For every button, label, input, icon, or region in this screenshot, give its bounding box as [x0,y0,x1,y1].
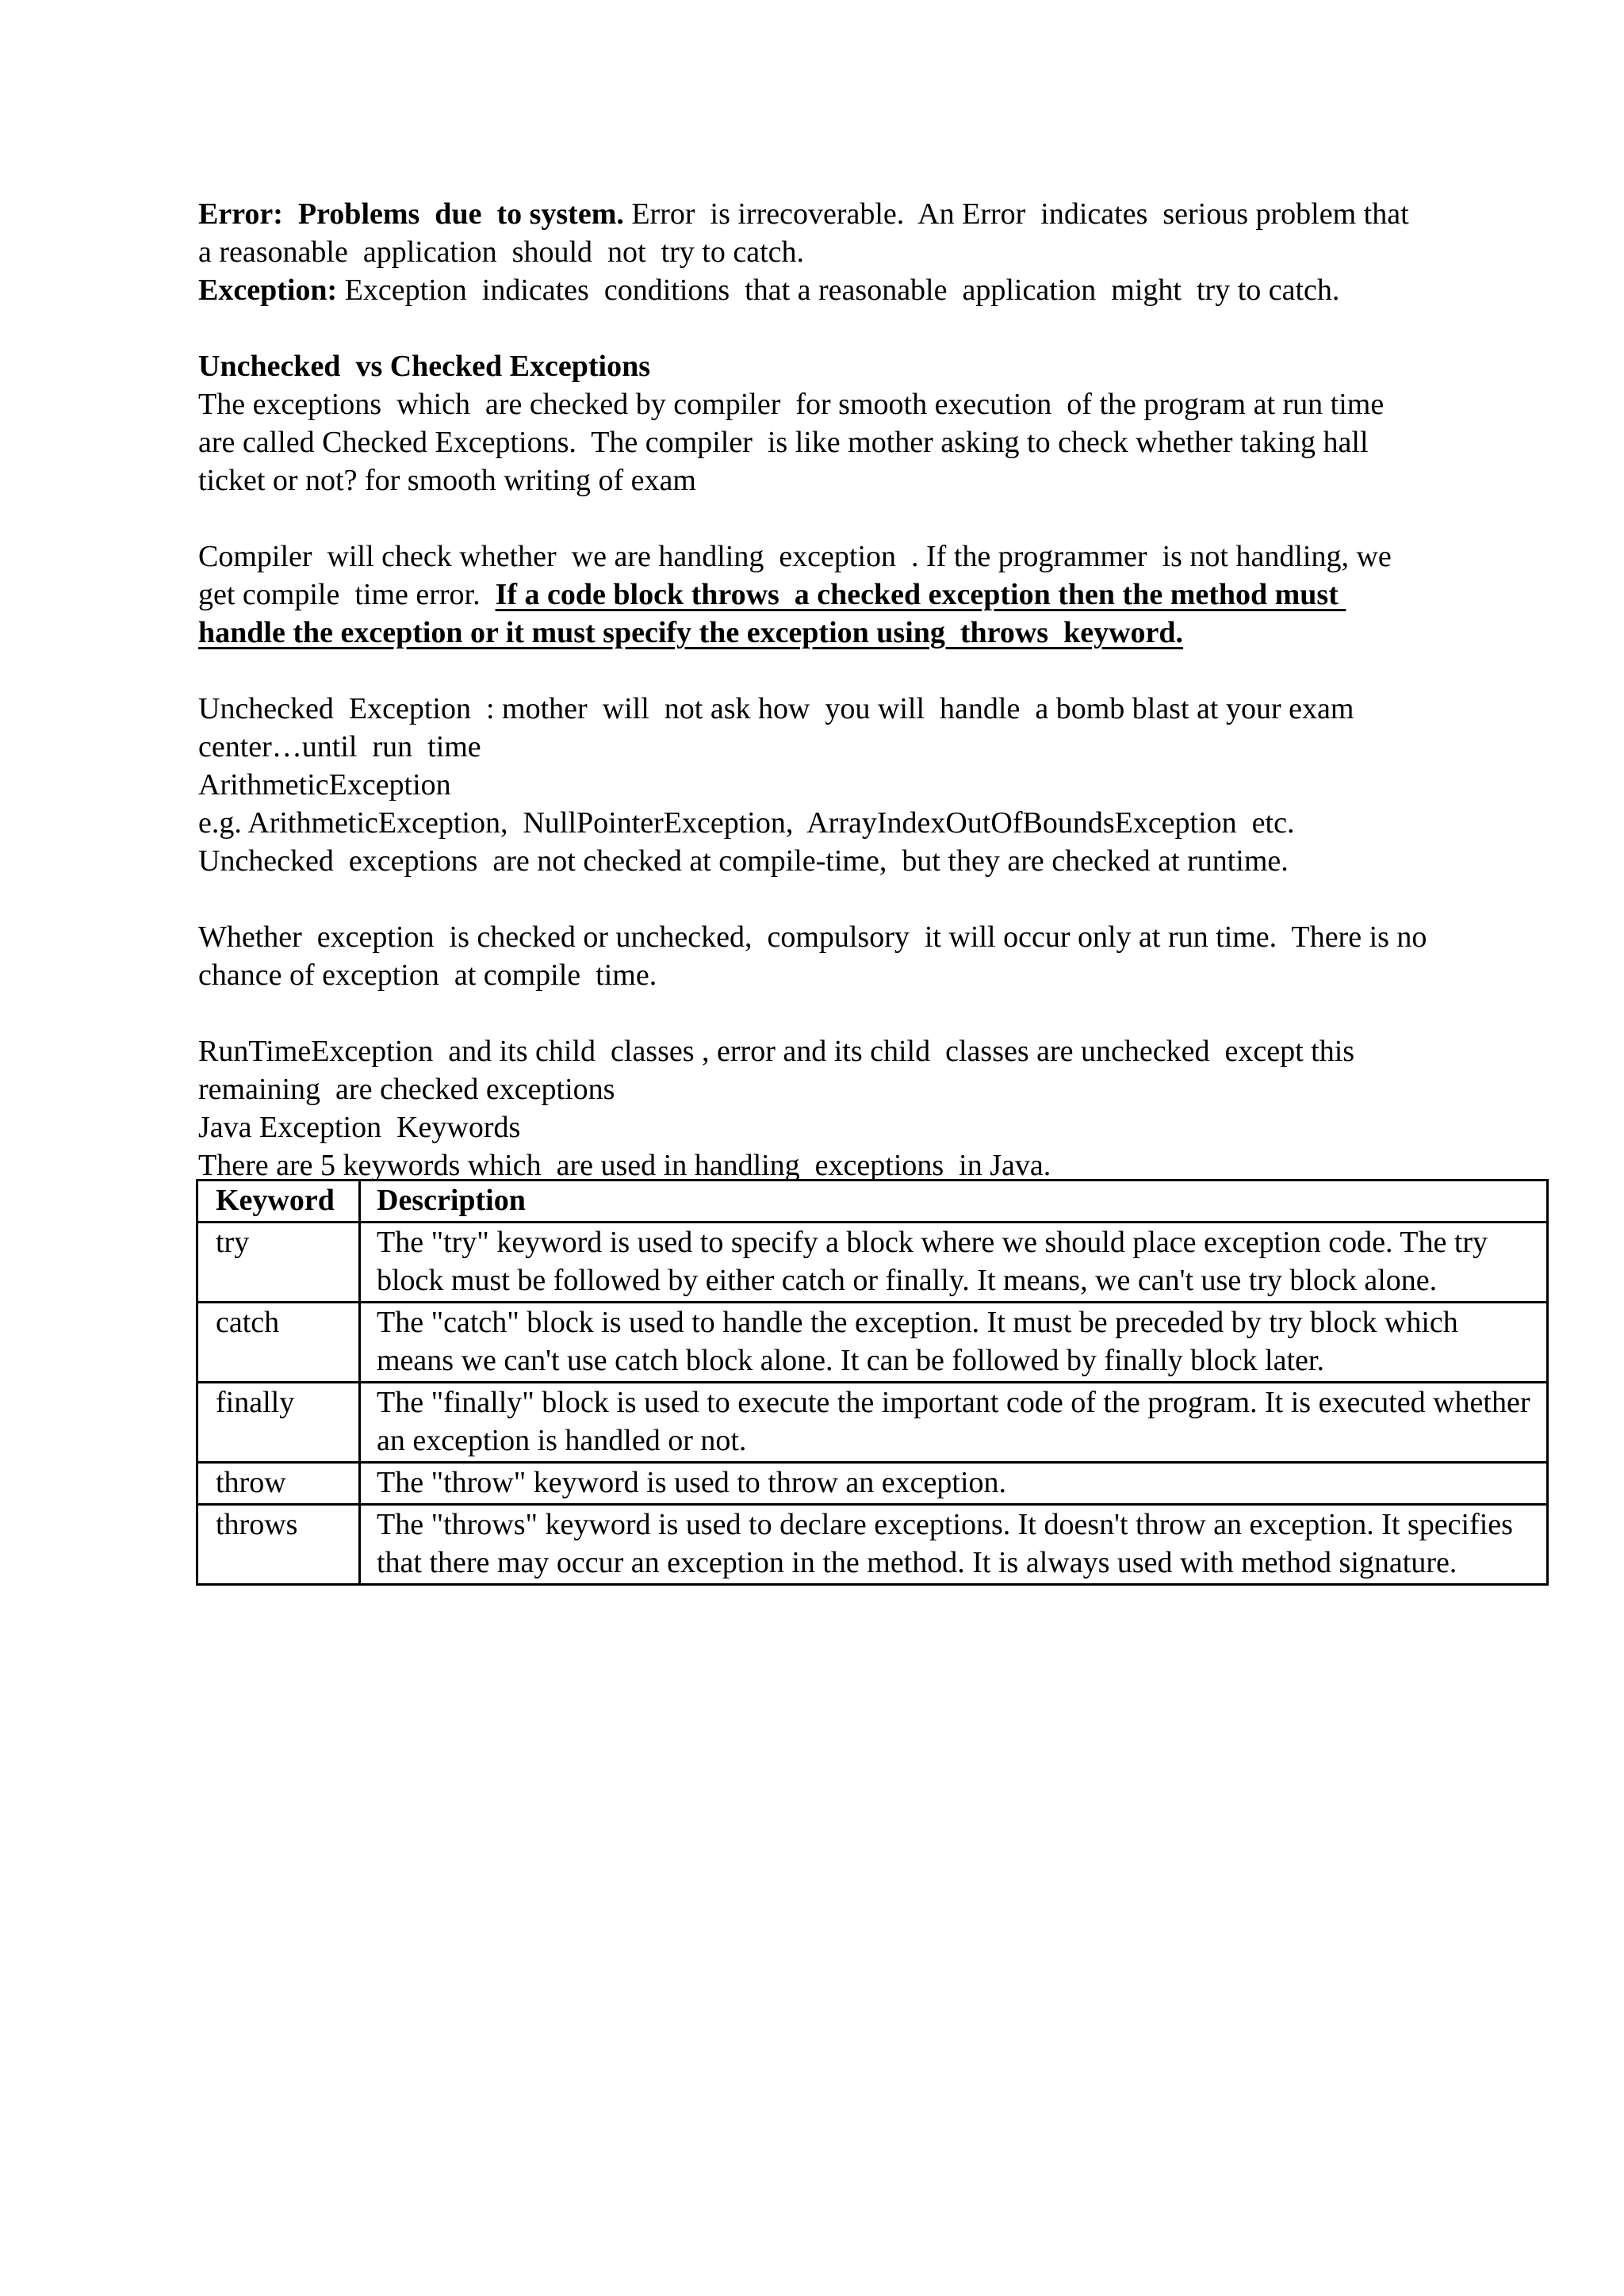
header-keyword: Keyword [197,1181,360,1223]
keywords-intro: There are 5 keywords which are used in handling exceptions in Java. [198,1149,1051,1182]
runtime-exception-line: RunTimeException and its child classes , error and its child classes are unchecked except this remaining are checked exceptions [198,1035,1362,1106]
compiler-emphasis: If a code block throws a checked exception then the method must handle the exception or it must specify the exception using throws keyword. [198,578,1346,649]
keyword-cell: throws [197,1505,360,1585]
description-cell: The "catch" block is used to handle the exception. It must be preceded by try block which means we can't use catch block alone. It can be followed by finally block later. [360,1303,1548,1383]
exception-lead: Exception: [198,274,338,307]
table-row [197,1303,1548,1383]
header-description: Description [360,1181,1548,1223]
exception-text: Exception indicates conditions that a reasonable application might try to catch. [337,274,1340,307]
table-row [197,1223,1548,1303]
examples-line: e.g. ArithmeticException, NullPointerException, ArrayIndexOutOfBoundsException etc. [198,806,1295,840]
section-title: Unchecked vs Checked Exceptions [198,350,651,383]
error-lead: Error: Problems due to system. [198,197,624,231]
table-header-row [197,1181,1548,1223]
keyword-cell: catch [197,1303,360,1383]
table-row [197,1383,1548,1463]
description-cell: The "throws" keyword is used to declare exceptions. It doesn't throw an exception. It specifies that there may occur an exception in the method. It is always used with method signature. [360,1505,1548,1585]
document-body [198,195,1434,1184]
unchecked-runtime-line: Unchecked exceptions are not checked at compile-time, but they are checked at runtime. [198,844,1289,878]
keywords-table [196,1179,1549,1586]
description-cell: The "finally" block is used to execute the important code of the program. It is executed whether an exception is handled or not. [360,1383,1548,1463]
keyword-cell: finally [197,1383,360,1463]
error-definition [198,195,1417,271]
compiler-text: Compiler will check whether we are handling exception . If the programmer is not handling, we get compile time error. [198,540,1400,611]
unchecked-exception-line: Unchecked Exception : mother will not ask how you will handle a bomb blast at your exam center…until run time [198,692,1362,763]
exception-definition [198,271,1419,309]
error-text: Error is irrecoverable. An Error indicates serious problem that a reasonable application should not try to catch. [198,197,1417,269]
arithmetic-exception-line: ArithmeticException [198,768,451,802]
keyword-cell: try [197,1223,360,1303]
runtime-occurrence-paragraph: Whether exception is checked or unchecked, compulsory it will occur only at run time. There is no chance of exception at compile time. [198,920,1434,992]
table-row [197,1505,1548,1585]
table-row [197,1463,1548,1505]
description-cell: The "try" keyword is used to specify a block where we should place exception code. The try block must be followed by either catch or finally. It means, we can't use try block alone. [360,1223,1548,1303]
keywords-heading: Java Exception Keywords [198,1111,521,1144]
keyword-cell: throw [197,1463,360,1505]
description-cell: The "throw" keyword is used to throw an exception. [360,1463,1548,1505]
checked-exceptions-paragraph: The exceptions which are checked by compiler for smooth execution of the program at run time are called Checked Exceptions. The compiler is like mother asking to check whether taking hall ticket or not? for smooth writing of exam [198,388,1392,497]
compiler-paragraph [198,538,1411,652]
